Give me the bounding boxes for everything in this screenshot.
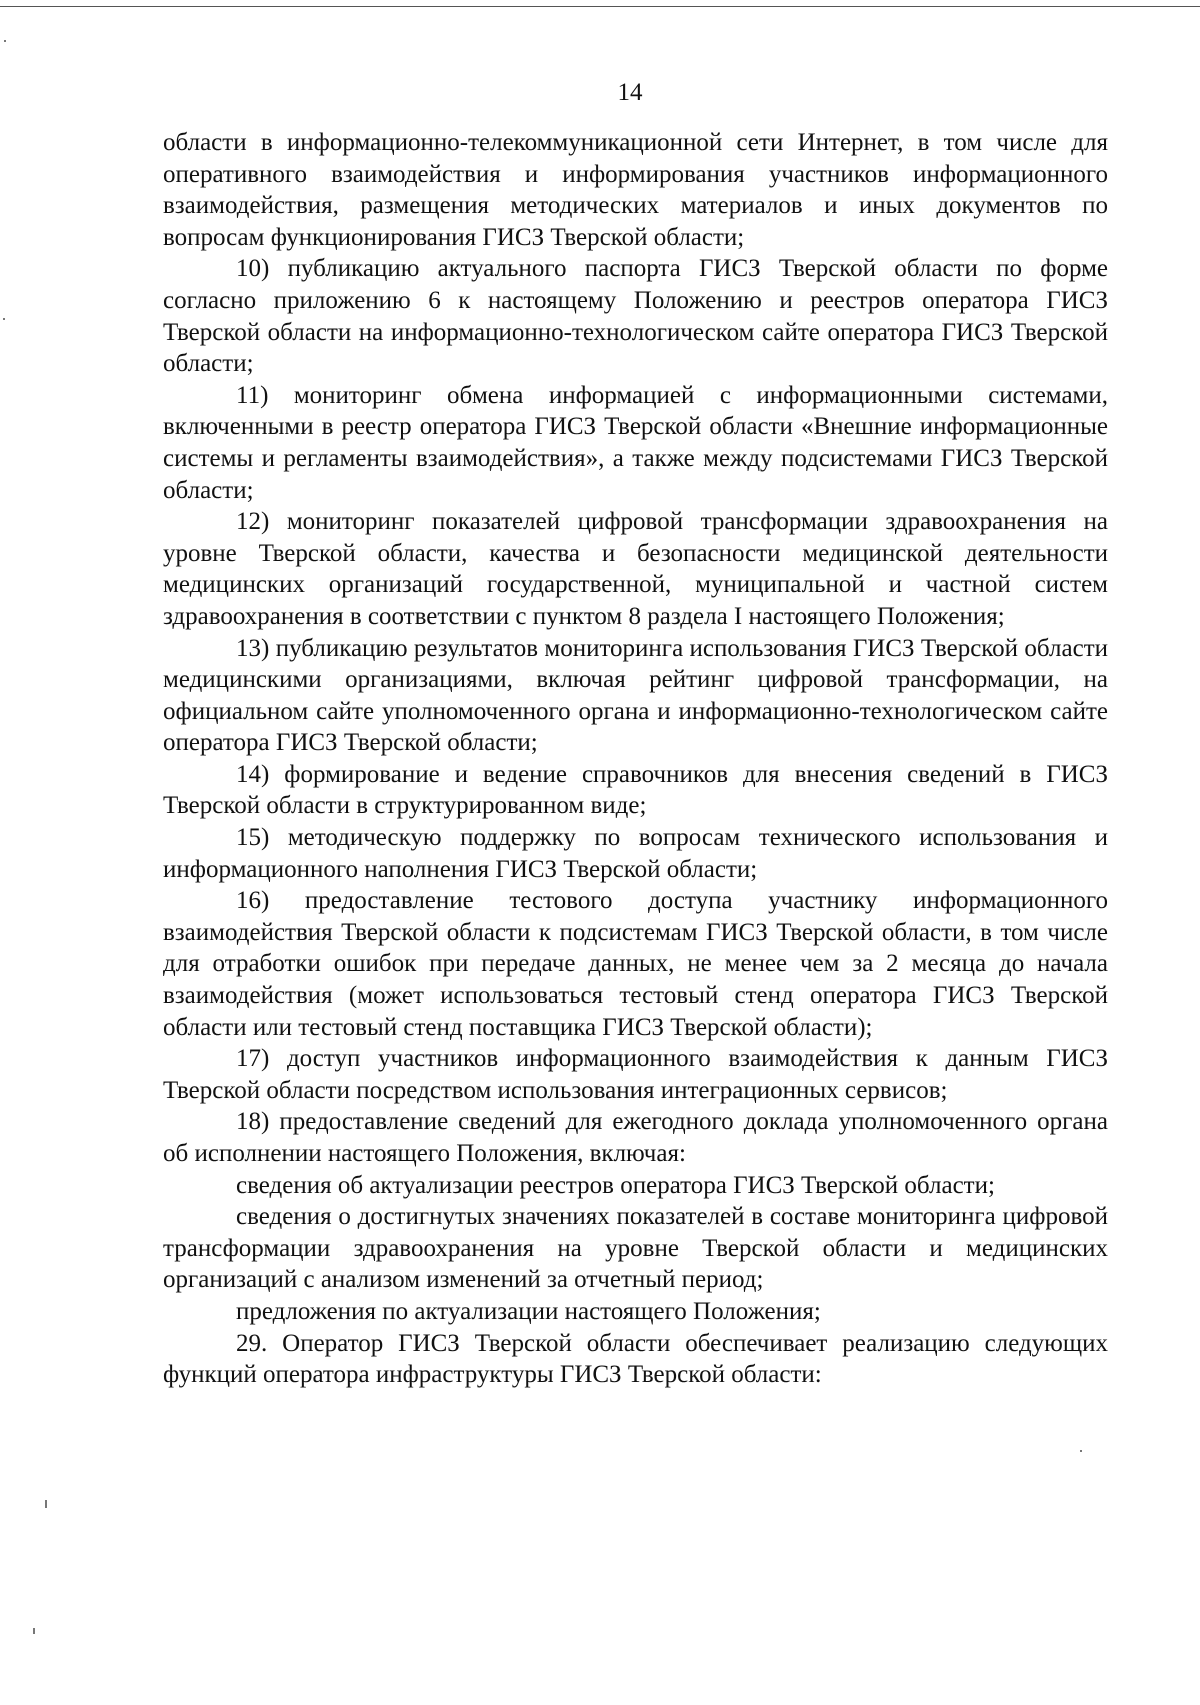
- scan-speck: [4, 40, 6, 42]
- document-body: [163, 127, 1108, 1391]
- scan-top-edge: [0, 6, 1200, 7]
- paragraph-subitem-proposals: предложения по актуализации настоящего Положения;: [236, 1297, 821, 1325]
- paragraph-section-29: 29. Оператор ГИСЗ Тверской области обеспечивает реализацию следующих функций оператора инфраструктуры ГИСЗ Тверской области:: [163, 1329, 1108, 1389]
- paragraph-subitem-indicators: сведения о достигнутых значениях показателей в составе мониторинга цифровой трансформации здравоохранения на уровне Тверской области и медицинских организаций с анализом изменений за отчетный период;: [163, 1203, 1108, 1294]
- paragraph-item-17: 17) доступ участников информационного взаимодействия к данным ГИСЗ Тверской области посредством использования интеграционных сервисов;: [163, 1045, 1108, 1104]
- scan-speck: [1080, 1450, 1082, 1452]
- scan-speck: [45, 1500, 47, 1508]
- paragraph-subitem-registries: сведения об актуализации реестров оператора ГИСЗ Тверской области;: [236, 1171, 995, 1199]
- paragraph-item-16: 16) предоставление тестового доступа участнику информационного взаимодействия Тверской области к подсистемам ГИСЗ Тверской области, в том числе для отработки ошибок при передаче данных, не менее чем за 2 месяца до начала взаимодействия (может использоваться тестовый стенд оператора ГИСЗ Тверской области или тестовый стенд поставщика ГИСЗ Тверской области);: [163, 887, 1108, 1041]
- paragraph-item-14: 14) формирование и ведение справочников для внесения сведений в ГИСЗ Тверской области в структурированном виде;: [163, 760, 1108, 820]
- paragraph-item-13: 13) публикацию результатов мониторинга использования ГИСЗ Тверской области медицинскими организациями, включая рейтинг цифровой трансформации, на официальном сайте уполномоченного органа и информационно-технологическом сайте оператора ГИСЗ Тверской области;: [163, 634, 1108, 757]
- paragraph-continuation: области в информационно-телекоммуникационной сети Интернет, в том числе для оперативного взаимодействия и информирования участников информационного взаимодействия, размещения методических материалов и иных документов по вопросам функционирования ГИСЗ Тверской области;: [163, 129, 1108, 251]
- paragraph-item-18: 18) предоставление сведений для ежегодного доклада уполномоченного органа об исполнении настоящего Положения, включая:: [163, 1108, 1108, 1167]
- scan-speck: [33, 1628, 35, 1634]
- paragraph-item-11: 11) мониторинг обмена информацией с информационными системами, включенными в реестр оператора ГИСЗ Тверской области «Внешние информационные системы и регламенты взаимодействия», а также между подсистемами ГИСЗ Тверской области;: [163, 381, 1108, 504]
- scan-speck: [3, 318, 5, 320]
- paragraph-item-10: 10) публикацию актуального паспорта ГИСЗ Тверской области по форме согласно приложению 6 к настоящему Положению и реестров оператора ГИСЗ Тверской области на информационно-технологическом сайте оператора ГИСЗ Тверской области;: [163, 255, 1108, 378]
- paragraph-item-15: 15) методическую поддержку по вопросам технического использования и информационного наполнения ГИСЗ Тверской области;: [163, 824, 1108, 883]
- page-number: 14: [617, 79, 643, 106]
- paragraph-item-12: 12) мониторинг показателей цифровой трансформации здравоохранения на уровне Тверской области, качества и безопасности медицинской деятельности медицинских организаций государственной, муниципальной и частной систем здравоохранения в соответствии с пунктом 8 раздела I настоящего Положения;: [163, 508, 1108, 630]
